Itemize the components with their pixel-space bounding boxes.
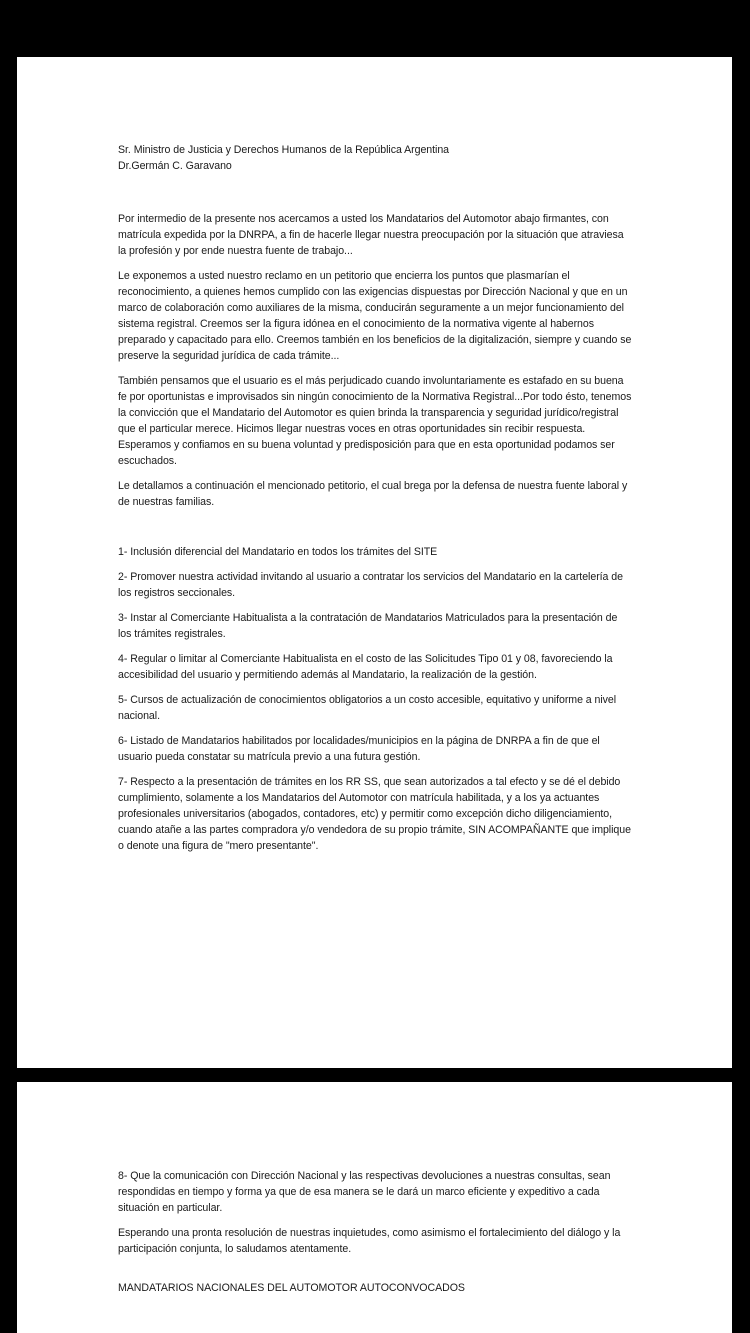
document-page-2 [17,1082,732,1333]
paragraph-claim: Le exponemos a usted nuestro reclamo en un petitorio que encierra los puntos que plasmarían el reconocimiento, a quienes hemos cumplido con las exigencias dispuestas por Dirección Nacional y que en un marco de colaboración como auxiliares de la misma, conducirán seguramente a un mejor funcionamiento del sistema registral. Creemos ser la figura idónea en el conocimiento de la normativa vigente al habernos preparado y capacitado para ello. Creemos también en los beneficios de la digitalización, siempre y cuando se preserve la seguridad jurídica de cada trámite... [118,270,632,362]
paragraph-user: También pensamos que el usuario es el más perjudicado cuando involuntariamente es estafado en su buena fe por oportunistas e improvisados sin ningún conocimiento de la Normativa Registral...Por todo ésto, tenemos la convicción que el Mandatario del Automotor es quien brinda la transparencia y seguridad jurídico/registral que el particular merece. Hicimos llegar nuestras voces en otras oportunidades sin recibir respuesta. Esperamos y confiamos en su buena voluntad y predisposición para que en esta oportunidad podamos ser escuchados. [118,375,632,467]
addressee-line-1: Sr. Ministro de Justicia y Derechos Humanos de la República Argentina [118,144,450,156]
petition-item-4: 4- Regular o limitar al Comerciante Habitualista en el costo de las Solicitudes Tipo 01 y 08, favoreciendo la accesibilidad del usuario y permitiendo además al Mandatario, la realización de la gestión. [118,653,613,681]
petition-item-7: 7- Respecto a la presentación de trámites en los RR SS, que sean autorizados a tal efecto y se dé el debido cumplimiento, solamente a los Mandatarios del Automotor con matrícula habilitada, y a los ya actuantes profesionales universitarios (abogados, contadores, etc) y permitir como excepción dicho diligenciamiento, cuando atañe a las partes compradora y/o vendedora de su propio trámite, SIN ACOMPAÑANTE que implique o denote una figura de "mero presentante". [118,776,631,852]
petition-item-8: 8- Que la comunicación con Dirección Nacional y las respectivas devoluciones a nuestras consultas, sean respondidas en tiempo y forma ya que de esa manera se le dará un marco eficiente y expeditivo a cada situación en particular. [118,1170,611,1214]
paragraph-petition-intro: Le detallamos a continuación el mencionado petitorio, el cual brega por la defensa de nuestra fuente laboral y de nuestras familias. [118,480,628,508]
petition-item-6: 6- Listado de Mandatarios habilitados por localidades/municipios en la página de DNRPA a fin de que el usuario pueda constatar su matrícula previo a una futura gestión. [118,735,600,763]
petition-item-2: 2- Promover nuestra actividad invitando al usuario a contratar los servicios del Mandatario en la cartelería de los registros seccionales. [118,571,623,599]
addressee-line-2: Dr.Germán C. Garavano [118,160,232,172]
signature: MANDATARIOS NACIONALES DEL AUTOMOTOR AUTOCONVOCADOS [118,1282,465,1294]
closing-paragraph: Esperando una pronta resolución de nuestras inquietudes, como asimismo el fortalecimiento del diálogo y la participación conjunta, lo saludamos atentamente. [118,1227,621,1255]
addressee-block [118,142,632,174]
paragraph-intro: Por intermedio de la presente nos acercamos a usted los Mandatarios del Automotor abajo firmantes, con matrícula expedida por la DNRPA, a fin de hacerle llegar nuestra preocupación por la situación que atraviesa la profesión y por ende nuestra fuente de trabajo... [118,213,624,257]
petition-item-1: 1- Inclusión diferencial del Mandatario en todos los trámites del SITE [118,546,438,558]
petition-item-5: 5- Cursos de actualización de conocimientos obligatorios a un costo accesible, equitativo y uniforme a nivel nacional. [118,694,617,722]
petition-item-3: 3- Instar al Comerciante Habitualista a la contratación de Mandatarios Matriculados para la presentación de los trámites registrales. [118,612,618,640]
spacer [118,519,632,544]
document-page-1 [17,57,732,1068]
